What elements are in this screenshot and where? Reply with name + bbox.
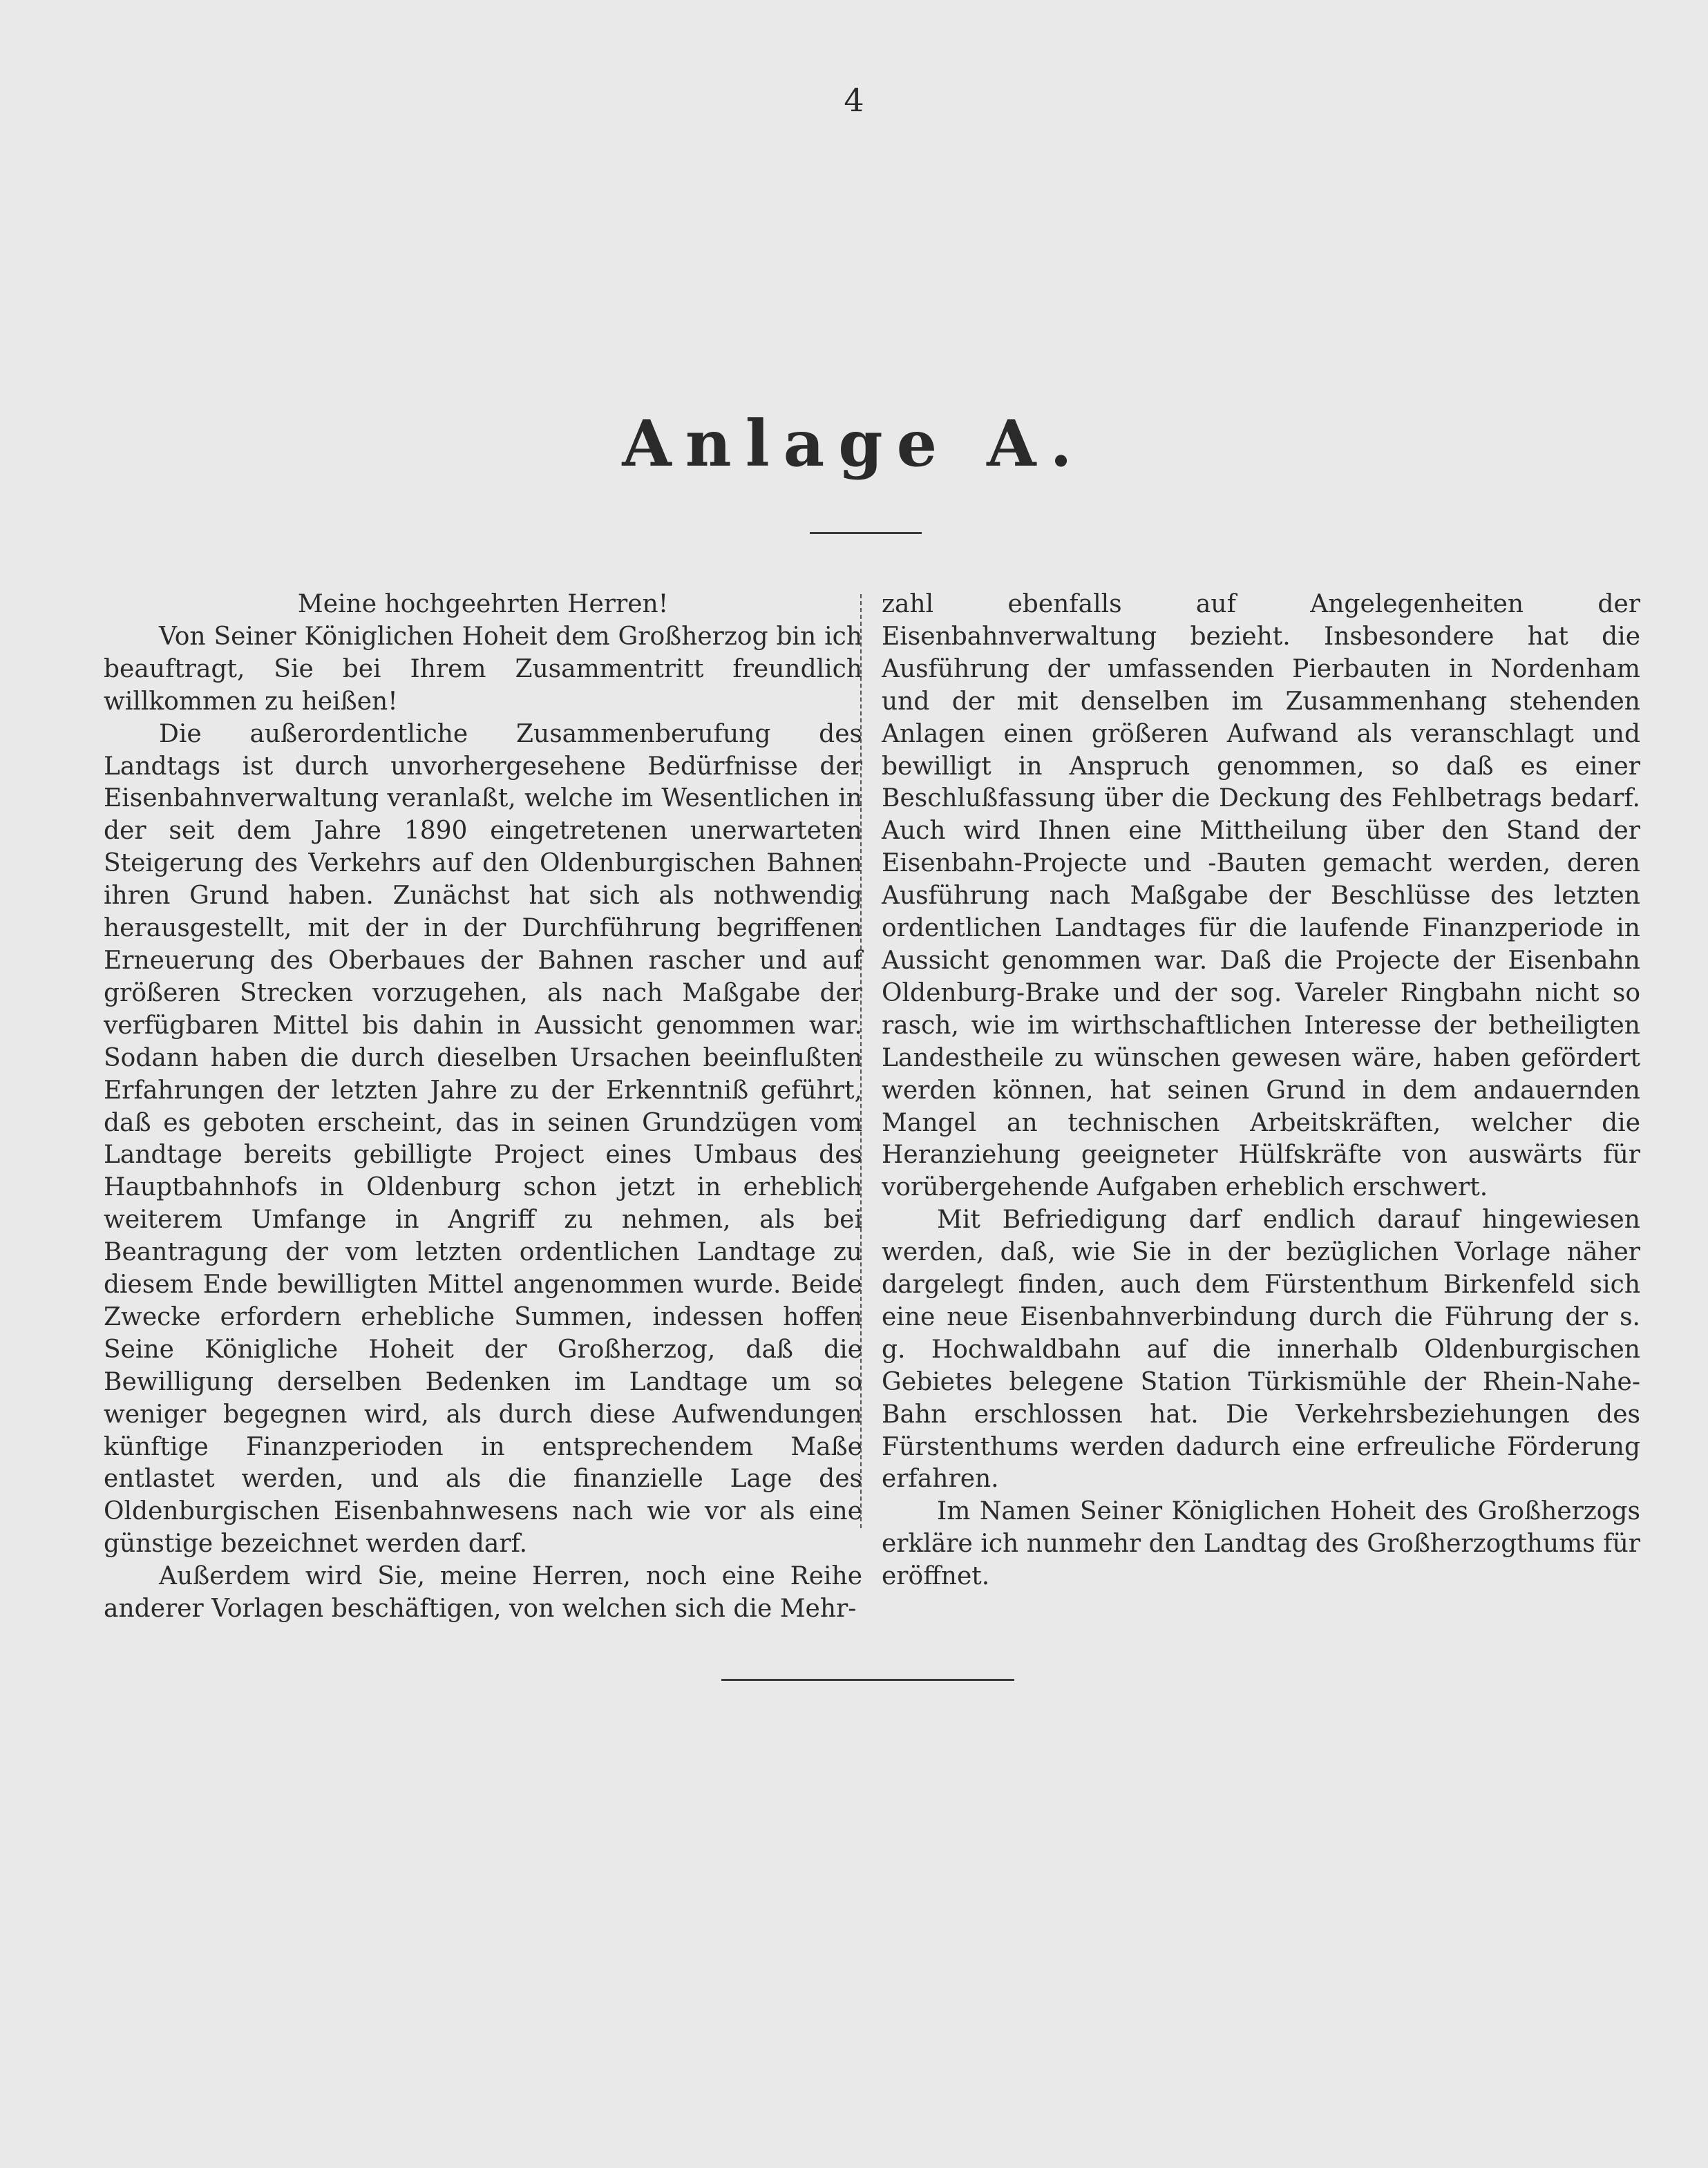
document-title: Anlage A.	[622, 406, 1086, 481]
salutation: Meine hochgeehrten Herren!	[297, 590, 669, 618]
left-column	[104, 589, 862, 1626]
paragraph: Die außerordentliche Zusammenberufung des Landtags ist durch unvorhergesehene Bedürfnisse der Eisenbahnverwaltung veranlaßt, welche im Wesentlichen in der seit dem Jahre 1890 eingetretenen unerwarteten Steigerung des Verkehrs auf den Oldenburgischen Bahnen ihren Grund haben. Zunächst hat sich als nothwendig herausgestellt, mit der in der Durchführung begriffenen Erneuerung des Oberbaues der Bahnen rascher und auf größeren Strecken vorzugehen, als nach Maßgabe der verfügbaren Mittel bis dahin in Aussicht genommen war. Sodann haben die durch dieselben Ursachen beeinflußten Erfahrungen der letzten Jahre zu der Erkenntniß geführt, daß es geboten erscheint, das in seinen Grundzügen vom Landtage bereits gebilligte Project eines Umbaus des Hauptbahnhofs in Oldenburg schon jetzt in erheblich weiterem Umfange in Angriff zu nehmen, als bei Beantragung der vom letzten ordentlichen Landtage zu diesem Ende bewilligten Mittel angenommen wurde. Beide Zwecke erfordern erhebliche Summen, indessen hoffen Seine Königliche Hoheit der Großherzog, daß die Bewilligung derselben Bedenken im Landtage um so weniger begegnen wird, als durch diese Aufwendungen künftige Finanzperioden in entsprechendem Maße entlastet werden, und als die finanzielle Lage des Oldenburgischen Eisenbahnwesens nach wie vor als eine günstige bezeichnet werden darf.	[104, 719, 862, 1559]
column-divider	[860, 594, 862, 1528]
paragraph: Mit Befriedigung darf endlich darauf hingewiesen werden, daß, wie Sie in der bezüglichen Vorlage näher dargelegt finden, auch dem Fürstenthum Birkenfeld sich eine neue Eisenbahnverbindung durch die Führung der s. g. Hochwaldbahn auf die innerhalb Oldenburgischen Gebietes belegene Station Türkismühle der Rhein-Nahe-Bahn erschlossen hat. Die Verkehrsbeziehungen des Fürstenthums werden dadurch eine erfreuliche Förderung erfahren.	[882, 1206, 1640, 1494]
paragraph: Außerdem wird Sie, meine Herren, noch eine Reihe anderer Vorlagen beschäftigen, von welchen sich die Mehr-	[104, 1562, 862, 1624]
right-column	[882, 589, 1640, 1593]
paragraph-continuation: zahl ebenfalls auf Angelegenheiten der Eisenbahnverwaltung bezieht. Insbesondere hat die Ausführung der umfassenden Pierbauten in Nordenham und der mit denselben im Zusammenhang stehenden Anlagen einen größeren Aufwand als veranschlagt und bewilligt in Anspruch genommen, so daß es einer Beschlußfassung über die Deckung des Fehlbetrags bedarf. Auch wird Ihnen eine Mittheilung über den Stand der Eisenbahn-Projecte und -Bauten gemacht werden, deren Ausführung nach Maßgabe der Beschlüsse des letzten ordentlichen Landtages für die laufende Finanzperiode in Aussicht genommen war. Daß die Projecte der Eisenbahn Oldenburg-Brake und der sog. Vareler Ringbahn nicht so rasch, wie im wirthschaftlichen Interesse der betheiligten Landestheile zu wünschen gewesen wäre, haben gefördert werden können, hat seinen Grund in dem andauernden Mangel an technischen Arbeitskräften, welcher die Heranziehung geeigneter Hülfskräfte von auswärts für vorübergehende Aufgaben erheblich erschwert.	[882, 590, 1640, 1202]
end-rule	[721, 1679, 1014, 1681]
paragraph: Von Seiner Königlichen Hoheit dem Großherzog bin ich beauftragt, Sie bei Ihrem Zusammentritt freundlich willkommen zu heißen!	[104, 622, 862, 716]
page-number: 4	[844, 82, 864, 119]
title-rule	[810, 532, 922, 534]
paragraph: Im Namen Seiner Königlichen Hoheit des Großherzogs erkläre ich nunmehr den Landtag des Großherzogthums für eröffnet.	[882, 1497, 1640, 1591]
